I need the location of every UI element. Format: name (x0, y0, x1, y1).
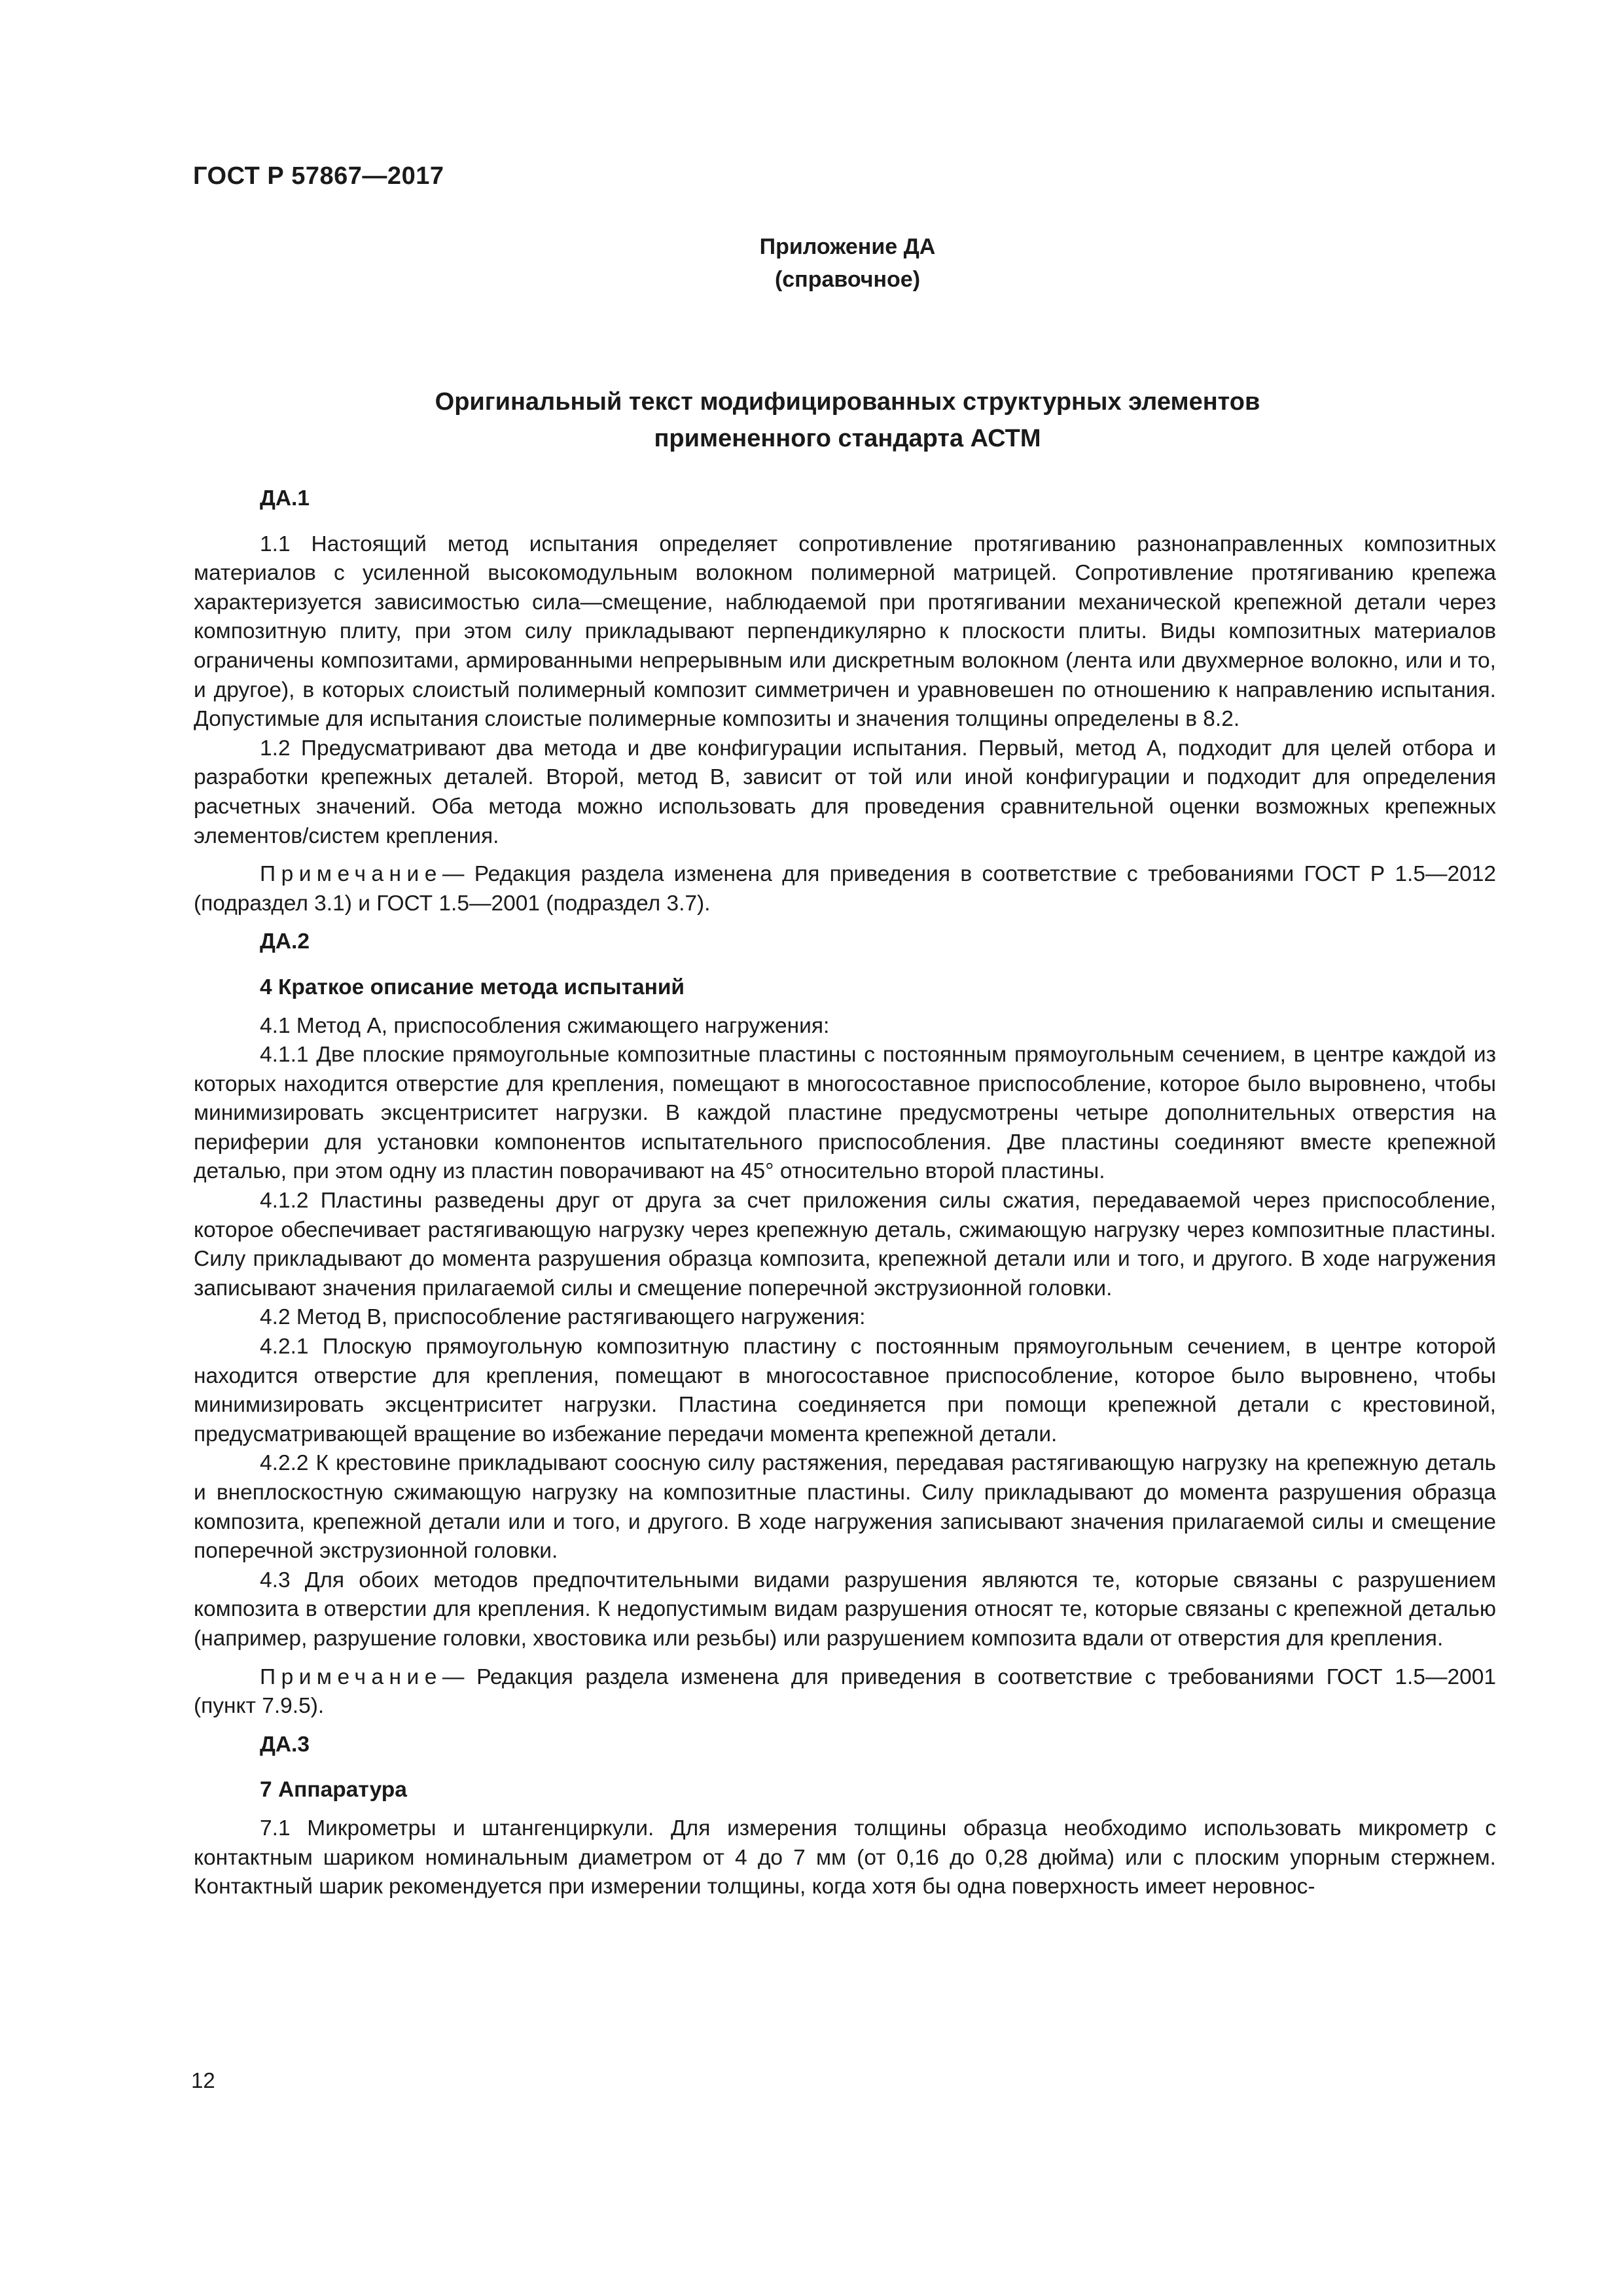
note-label: Примечание (260, 862, 442, 887)
annex-type: (справочное) (774, 267, 921, 292)
paragraph-4-1-2: 4.1.2 Пластины разведены друг от друга за счет приложения силы сжатия, передаваемой через приспособление, которое обеспечивает растягивающую нагрузку через крепежную деталь, сжимающую нагрузку через композитные пластины. Силу прикладывают до момента разрушения образца композита, крепежной детали или и того, и другого. В ходе нагружения записывают значения прилагаемой силы и смещение поперечной экструзионной головки. (194, 1189, 1496, 1300)
annex-heading (0, 230, 1623, 296)
annex-title-line-2: примененного стандарта АСТМ (654, 425, 1041, 452)
paragraph-4-2: 4.2 Метод В, приспособление растягивающего нагружения: (260, 1305, 866, 1330)
paragraph-4-3: 4.3 Для обоих методов предпочтительными видами разрушения являются те, которые связаны с разрушением композита в отверстии для крепления. К недопустимым видам разрушения относят те, которые связаны с крепежной деталью (например, разрушение головки, хвостовика или резьбы) или разрушением композита вдали от отверстия для крепления. (194, 1568, 1496, 1651)
document-body (194, 484, 1496, 1902)
annex-label: Приложение ДА (759, 234, 936, 259)
paragraph-1-1: 1.1 Настоящий метод испытания определяет сопротивление протягиванию разнонаправленных композитных материалов с усиленной высокомодульным волокном полимерной матрицей. Сопротивление протягиванию крепежа характеризуется зависимостью сила—смещение, наблюдаемой при протягивании механической крепежной детали через композитную плиту, при этом силу прикладывают перпендикулярно к плоскости плиты. Виды композитных материалов ограничены композитами, армированными непрерывным или дискретным волокном (лента или двухмерное волокно, или и то, и другое), в которых слоистый полимерный композит симметричен и уравновешен по отношению к направлению испытания. Допустимые для испытания слоистые полимерные композиты и значения толщины определены в 8.2. (194, 531, 1496, 732)
paragraph-4-2-1: 4.2.1 Плоскую прямоугольную композитную пластину с постоянным прямоугольным сечением, в центре которой находится отверстие для крепления, помещают в многосоставное приспособление, которое было выровнено, чтобы минимизировать эксцентриситет нагрузки. Пластина соединяется при помощи крепежной детали с крестовиной, предусматривающей вращение во избежание передачи момента крепежной детали. (194, 1335, 1496, 1446)
paragraph-7-1: 7.1 Микрометры и штангенциркули. Для измерения толщины образца необходимо использовать микрометр с контактным шариком номинальным диаметром от 4 до 7 мм (от 0,16 до 0,28 дюйма) или с плоским упорным стержнем. Контактный шарик рекомендуется при измерении толщины, когда хотя бы одна поверхность имеет неровнос- (194, 1816, 1496, 1899)
section-heading-da2: ДА.2 (260, 929, 310, 954)
note-text: — Редакция раздела изменена для приведения в соответствие с требованиями ГОСТ 1.5—2001 (пункт 7.9.5). (194, 1664, 1496, 1719)
section-heading-da3: ДА.3 (260, 1732, 310, 1757)
note-da2 (194, 1663, 1496, 1721)
page-number: 12 (191, 2068, 215, 2092)
annex-title (0, 384, 1623, 457)
paragraph-1-2: 1.2 Предусматривают два метода и две конфигурации испытания. Первый, метод А, подходит для целей отбора и разработки крепежных деталей. Второй, метод В, зависит от той или иной конфигурации и подходит для определения расчетных значений. Оба метода можно использовать для проведения сравнительной оценки возможных крепежных элементов/систем крепления. (194, 736, 1496, 848)
paragraph-4-1-1: 4.1.1 Две плоские прямоугольные композитные пластины с постоянным прямоугольным сечением, в центре каждой из которых находится отверстие для крепления, помещают в многосоставное приспособление, которое было выровнено, чтобы минимизировать эксцентриситет нагрузки. В каждой пластине предусмотрены четыре дополнительных отверстия на периферии для установки компонентов испытательного приспособления. Две пластины соединяют вместе крепежной деталью, при этом одну из пластин поворачивают на 45° относительно второй пластины. (194, 1043, 1496, 1184)
paragraph-4-1: 4.1 Метод А, приспособления сжимающего нагружения: (260, 1013, 830, 1038)
annex-title-line-1: Оригинальный текст модифицированных структурных элементов (435, 388, 1260, 416)
document-number-header: ГОСТ Р 57867—2017 (193, 162, 444, 190)
section-title-7: 7 Аппаратура (260, 1778, 407, 1803)
note-label: Примечание (260, 1664, 442, 1689)
note-da1 (194, 860, 1496, 918)
paragraph-4-2-2: 4.2.2 К крестовине прикладывают соосную силу растяжения, передавая растягивающую нагрузку на крепежную деталь и внеплоскостную сжимающую нагрузку на композитные пластины. Силу прикладывают до момента разрушения образца композита, крепежной детали или и того, и другого. В ходе нагружения записывают значения прилагаемой силы и смещение поперечной экструзионной головки. (194, 1451, 1496, 1564)
note-text: — Редакция раздела изменена для приведения в соответствие с требованиями ГОСТ Р 1.5—2012 (подраздел 3.1) и ГОСТ 1.5—2001 (подраздел 3.7). (194, 862, 1496, 916)
section-title-4: 4 Краткое описание метода испытаний (260, 975, 685, 999)
section-heading-da1: ДА.1 (260, 486, 310, 511)
